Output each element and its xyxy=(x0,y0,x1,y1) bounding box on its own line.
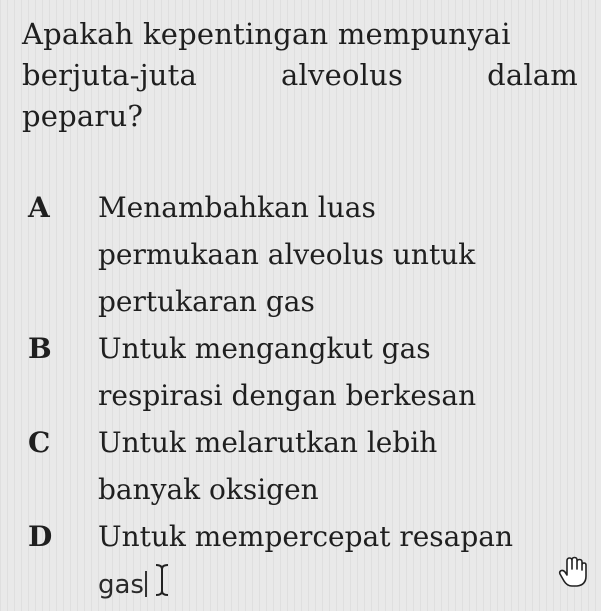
option-c[interactable] xyxy=(22,419,592,513)
option-b[interactable] xyxy=(22,325,592,419)
i-beam-cursor-icon xyxy=(152,563,172,597)
option-letter: A xyxy=(28,191,50,224)
option-text xyxy=(98,513,592,609)
option-line: banyak oksigen xyxy=(98,473,319,506)
question-line-3: peparu? xyxy=(22,99,144,133)
option-line: Menambahkan luas xyxy=(98,191,376,224)
text-caret xyxy=(145,571,147,597)
answer-options xyxy=(22,184,592,609)
option-text xyxy=(98,184,592,325)
option-line: Untuk melarutkan lebih xyxy=(98,426,438,459)
option-letter: C xyxy=(28,426,51,459)
answer-line xyxy=(98,560,592,609)
option-line: permukaan alveolus untuk xyxy=(98,238,476,271)
answer-value: gas xyxy=(98,570,144,600)
question-word: berjuta-juta xyxy=(22,58,198,92)
option-d[interactable] xyxy=(22,513,592,609)
question-line-1: Apakah kepentingan mempunyai xyxy=(22,17,511,51)
question-line-2 xyxy=(22,55,578,96)
option-line: pertukaran gas xyxy=(98,285,315,318)
option-letter: B xyxy=(28,332,52,365)
question-word: dalam xyxy=(487,58,578,92)
option-text xyxy=(98,419,592,513)
option-a[interactable] xyxy=(22,184,592,325)
option-letter: D xyxy=(28,520,53,553)
hand-pointer-icon xyxy=(558,556,588,588)
option-line: Untuk mengangkut gas xyxy=(98,332,431,365)
option-line: Untuk mempercepat resapan xyxy=(98,520,514,553)
option-line: respirasi dengan berkesan xyxy=(98,379,477,412)
answer-text-field[interactable] xyxy=(98,562,147,609)
question-text xyxy=(22,14,582,137)
option-text xyxy=(98,325,592,419)
question-word: alveolus xyxy=(281,58,404,92)
